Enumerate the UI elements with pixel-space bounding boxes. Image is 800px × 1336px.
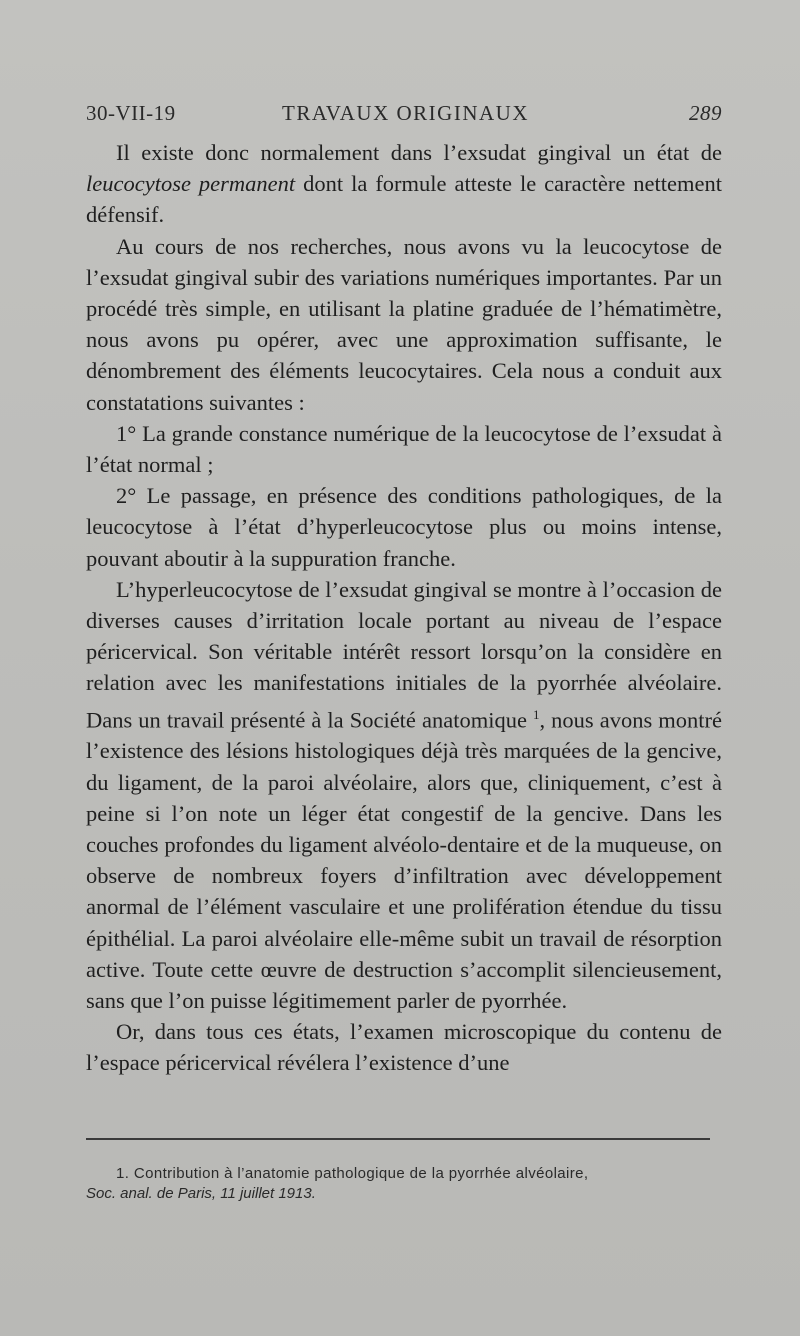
paragraph-1-emphasis: leucocytose permanent bbox=[86, 171, 296, 197]
main-text bbox=[86, 137, 722, 1079]
paragraph-1-text-a: Il existe donc normalement dans l’exsudat gingival un état de bbox=[116, 140, 722, 165]
footnote bbox=[86, 1164, 716, 1204]
paragraph-5-text-b: , nous avons montré l’existence des lésions histologiques déjà très marquées de la gencive, du ligament, de la paroi alvéolaire, alors que, cliniquement, c’est à peine si l’on note un léger état congestif de la gencive. Dans les couches profondes du ligament alvéolo-dentaire et de la muqueuse, on observe de nombreux foyers d’infiltration avec développement anormal de l’élément vasculaire et une prolifération étendue du tissu épithélial. La paroi alvéolaire elle-même subit un travail de résorption active. Toute cette œuvre de destruction s’accomplit silencieusement, sans que l’on puisse légitimement parler de pyorrhée. bbox=[86, 707, 723, 1013]
header-date: 30-VII-19 bbox=[86, 101, 176, 125]
footnote-divider bbox=[86, 1138, 710, 1140]
running-header bbox=[86, 101, 722, 131]
paragraph-1 bbox=[86, 137, 722, 231]
paragraph-4: 2° Le passage, en présence des conditions pathologiques, de la leucocytose à l’état d’hyperleucocytose plus ou moins intense, pouvant aboutir à la suppuration franche. bbox=[86, 483, 722, 571]
paragraph-6: Or, dans tous ces états, l’examen microscopique du contenu de l’espace péricervical révélera l’existence d’une bbox=[86, 1019, 722, 1076]
paragraph-1-text-b: dont la formule atteste le caractère nettement défensif. bbox=[86, 171, 723, 228]
paragraph-5-text-a: L’hyperleucocytose de l’exsudat gingival se montre à l’occasion de diverses causes d’irritation locale portant au niveau de l’espace péricervical. Son véritable intérêt ressort lorsqu’on la considère en relation avec les manifestations initiales de la pyorrhée alvéolaire. Dans un travail présenté à la Société anatomique bbox=[86, 576, 722, 733]
page-number: 289 bbox=[689, 101, 722, 125]
paragraph-2: Au cours de nos recherches, nous avons vu la leucocytose de l’exsudat gingival subir des variations numériques importantes. Par un procédé très simple, en utilisant la platine graduée de l’hématimètre, nous avons pu opérer, avec une approximation suffisante, le dénombrement des éléments leucocytaires. Cela nous a conduit aux constatations suivantes : bbox=[86, 233, 722, 415]
paragraph-5 bbox=[86, 574, 722, 1016]
footnote-line-1: 1. Contribution à l’anatomie pathologique de la pyorrhée alvéolaire, bbox=[116, 1165, 589, 1182]
header-running-title: TRAVAUX ORIGINAUX bbox=[282, 101, 529, 125]
footnote-reference: 1 bbox=[533, 706, 540, 722]
paragraph-3: 1° La grande constance numérique de la leucocytose de l’exsudat à l’état normal ; bbox=[86, 420, 722, 478]
footnote-line-2: Soc. anal. de Paris, 11 juillet 1913. bbox=[86, 1185, 316, 1202]
